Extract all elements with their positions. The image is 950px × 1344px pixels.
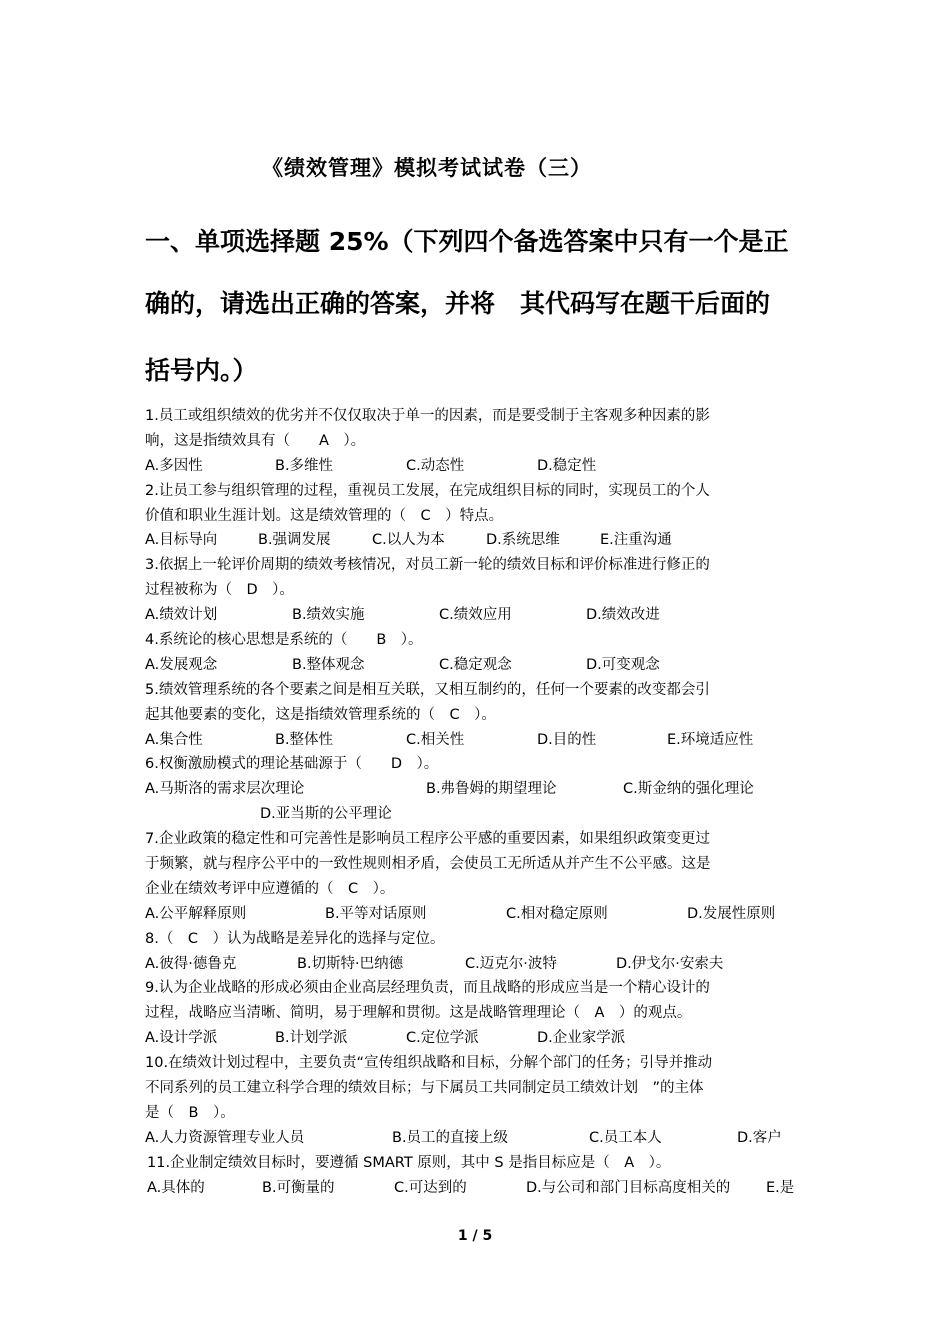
option-e: E.环境适应性 bbox=[667, 731, 754, 748]
question-7-stem: 7.企业政策的稳定性和可完善性是影响员工程序公平感的重要因素，如果组织政策变更过 bbox=[145, 831, 710, 848]
question-1-stem: 1.员工或组织绩效的优劣并不仅仅取决于单一的因素，而是要受制于主客观多种因素的影 bbox=[145, 408, 710, 424]
option-c: C.相关性 bbox=[406, 731, 465, 748]
question-1-stem-cont: 响，这是指绩效具有（ A ）。 bbox=[145, 432, 366, 449]
question-5-stem: 5.绩效管理系统的各个要素之间是相互关联，又相互制约的，任何一个要素的改变都会引 bbox=[145, 681, 710, 698]
option-d: D.发展性原则 bbox=[687, 905, 776, 922]
question-7-stem-cont-2: 企业在绩效考评中应遵循的（ C ）。 bbox=[145, 880, 395, 897]
document-title: 《绩效管理》模拟考试试卷（三） bbox=[262, 156, 592, 180]
option-d: D.稳定性 bbox=[537, 457, 597, 474]
question-10-stem-cont: 不同系列的员工建立科学合理的绩效目标；与下属员工共同制定员工绩效计划 ”的主体 bbox=[145, 1080, 704, 1097]
option-c: C.斯金纳的强化理论 bbox=[623, 781, 754, 798]
option-a: A.绩效计划 bbox=[145, 607, 218, 624]
question-11-stem: 11.企业制定绩效目标时，要遵循 SMART 原则，其中 S 是指目标应是（ A ）。 bbox=[147, 1154, 671, 1171]
option-a: A.集合性 bbox=[145, 731, 203, 748]
option-a: A.多因性 bbox=[145, 457, 203, 474]
option-c: C.相对稳定原则 bbox=[506, 905, 608, 922]
question-3-stem-cont: 过程被称为（ D ）。 bbox=[145, 582, 294, 599]
option-d: D.目的性 bbox=[537, 731, 597, 748]
option-d: D.伊戈尔·安索夫 bbox=[616, 955, 724, 972]
question-2-options bbox=[145, 528, 810, 553]
question-10-options bbox=[145, 1126, 810, 1151]
option-d: D.可变观念 bbox=[586, 656, 660, 673]
page-current: 1 bbox=[457, 1228, 468, 1244]
question-9-options bbox=[145, 1026, 810, 1051]
option-a: A.设计学派 bbox=[145, 1030, 218, 1047]
option-c: C.员工本人 bbox=[589, 1129, 662, 1146]
option-b: B.强调发展 bbox=[258, 532, 331, 549]
option-c: C.迈克尔·波特 bbox=[465, 955, 557, 972]
question-5-stem-cont: 起其他要素的变化，这是指绩效管理系统的（ C ）。 bbox=[145, 706, 496, 723]
option-a: A.马斯洛的需求层次理论 bbox=[145, 781, 305, 798]
option-d: D.客户 bbox=[737, 1129, 782, 1146]
question-6-options-cont bbox=[145, 802, 810, 827]
question-4-stem: 4.系统论的核心思想是系统的（ B ）。 bbox=[145, 632, 423, 649]
option-c: C.定位学派 bbox=[406, 1030, 479, 1047]
option-b: B.绩效实施 bbox=[292, 607, 365, 624]
option-d: D.企业家学派 bbox=[537, 1030, 626, 1047]
option-a: A.彼得·德鲁克 bbox=[145, 955, 237, 972]
question-4-options bbox=[145, 653, 810, 678]
question-7-stem-cont: 于频繁，就与程序公平中的一致性规则相矛盾，会使员工无所适从并产生不公平感。这是 bbox=[145, 856, 711, 873]
page-number bbox=[0, 1228, 950, 1244]
option-c: C.动态性 bbox=[406, 457, 465, 474]
question-3-options bbox=[145, 603, 810, 628]
option-d: D.绩效改进 bbox=[586, 607, 660, 624]
section-heading-line-3: 括号内。） bbox=[145, 356, 258, 385]
question-1-options bbox=[145, 454, 810, 479]
option-b: B.计划学派 bbox=[275, 1030, 348, 1047]
question-3-stem: 3.依据上一轮评价周期的绩效考核情况，对员工新一轮的绩效目标和评价标准进行修正的 bbox=[145, 557, 710, 574]
option-e: E.是 bbox=[766, 1179, 795, 1196]
question-6-options bbox=[145, 777, 810, 802]
question-list bbox=[145, 404, 810, 1201]
question-2-stem: 2.让员工参与组织管理的过程，重视员工发展，在完成组织目标的同时，实现员工的个人 bbox=[145, 482, 710, 499]
option-b: B.整体性 bbox=[275, 731, 334, 748]
question-10-stem-cont-2: 是（ B ）。 bbox=[145, 1104, 235, 1121]
option-c: C.绩效应用 bbox=[439, 607, 512, 624]
option-b: B.可衡量的 bbox=[262, 1179, 335, 1196]
option-c: C.以人为本 bbox=[372, 532, 445, 549]
option-b: B.整体观念 bbox=[292, 656, 365, 673]
question-11-options bbox=[145, 1176, 810, 1201]
option-b: B.切斯特·巴纳德 bbox=[297, 955, 404, 972]
question-5-options bbox=[145, 728, 810, 753]
option-d: D.系统思维 bbox=[486, 532, 560, 549]
section-heading-line-1: 一、单项选择题 25%（下列四个备选答案中只有一个是正 bbox=[145, 227, 789, 256]
option-c: C.可达到的 bbox=[394, 1179, 467, 1196]
page-total: 5 bbox=[482, 1228, 493, 1244]
option-b: B.平等对话原则 bbox=[325, 905, 427, 922]
question-7-options bbox=[145, 902, 810, 927]
option-b: B.弗鲁姆的期望理论 bbox=[426, 781, 557, 798]
question-8-stem: 8.（ C ）认为战略是差异化的选择与定位。 bbox=[145, 930, 445, 947]
option-a: A.具体的 bbox=[147, 1179, 205, 1196]
option-a: A.目标导向 bbox=[145, 532, 218, 549]
option-d: D.与公司和部门目标高度相关的 bbox=[526, 1179, 731, 1196]
question-2-stem-cont: 价值和职业生涯计划。这是绩效管理的（ C ）特点。 bbox=[145, 507, 504, 524]
option-a: A.发展观念 bbox=[145, 656, 218, 673]
question-6-stem: 6.权衡激励模式的理论基础源于（ D ）。 bbox=[145, 756, 439, 773]
option-e: E.注重沟通 bbox=[600, 532, 672, 549]
question-8-options bbox=[145, 952, 810, 977]
section-heading-line-2: 确的，请选出正确的答案，并将 其代码写在题干后面的 bbox=[145, 289, 771, 318]
option-b: B.员工的直接上级 bbox=[392, 1129, 509, 1146]
page-separator: / bbox=[472, 1228, 478, 1244]
question-10-stem: 10.在绩效计划过程中，主要负责“宣传组织战略和目标，分解个部门的任务；引导并推动 bbox=[145, 1055, 713, 1072]
option-a: A.公平解释原则 bbox=[145, 905, 247, 922]
option-a: A.人力资源管理专业人员 bbox=[145, 1129, 305, 1146]
option-b: B.多维性 bbox=[275, 457, 334, 474]
question-9-stem-cont: 过程，战略应当清晰、简明，易于理解和贯彻。这是战略管理理论（ A ）的观点。 bbox=[145, 1005, 692, 1022]
option-d: D.亚当斯的公平理论 bbox=[260, 806, 392, 823]
question-9-stem: 9.认为企业战略的形成必须由企业高层经理负责，而且战略的形成应当是一个精心设计的 bbox=[145, 980, 710, 997]
option-c: C.稳定观念 bbox=[439, 656, 512, 673]
